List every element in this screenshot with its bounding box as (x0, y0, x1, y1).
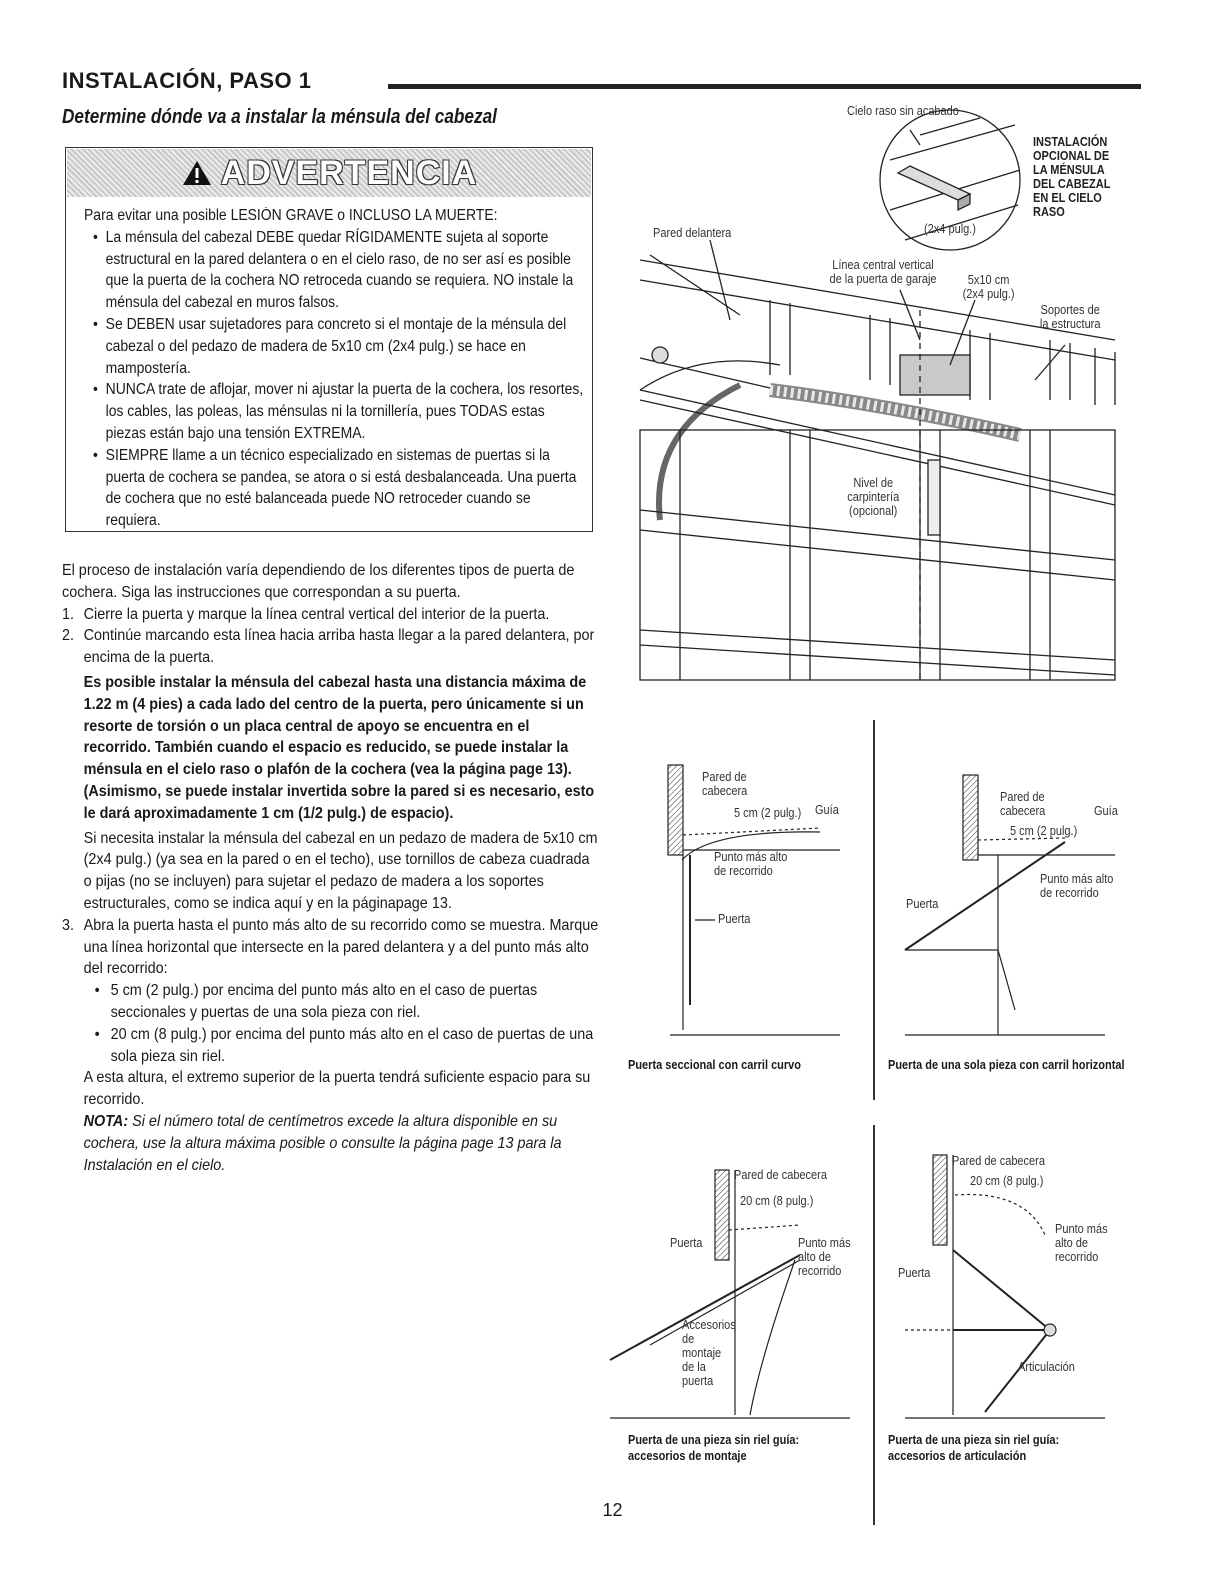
warning-intro: Para evitar una posible LESIÓN GRAVE o INCLUSO LA MUERTE: (84, 207, 498, 224)
f4-wall-label: Pared de cabecera (952, 1154, 1045, 1168)
f1-wall-label: Pared de cabecera (702, 770, 748, 798)
step-3: 3. Abra la puerta hasta el punto más alto de su recorrido como se muestra. Marque una línea horizontal que intersecte en la pared delantera y a del punto más alto del recorrido: (62, 916, 599, 978)
label-centerline: Línea central vertical de la puerta de garaje (829, 258, 937, 286)
label-size-inset: (2x4 pulg.) (924, 222, 976, 236)
f4-high-label: Punto más alto de recorrido (1055, 1222, 1108, 1264)
f4-pivot-label: Articulación (1018, 1360, 1075, 1374)
label-level: Nivel de carpintería (opcional) (838, 476, 908, 518)
sub-bullet: • 5 cm (2 pulg.) por encima del punto más alto en el caso de puertas seccionales y puertas de una sola pieza con riel. (94, 982, 538, 1021)
label-wood-size: 5x10 cm (2x4 pulg.) (962, 273, 1015, 301)
f2-guide-label: Guía (1094, 804, 1118, 818)
page-title: INSTALACIÓN, PASO 1 (62, 68, 312, 93)
body-text (62, 560, 600, 1176)
sub-bullet: • 20 cm (8 pulg.) por encima del punto más alto en el caso de puertas de una sola pieza sin riel. (94, 1025, 594, 1065)
warning-bullet: • Se DEBEN usar sujetadores para concreto si el montaje de la ménsula del cabezal o del pedazo de madera de 5x10 cm (2x4 pulg.) se hace en mampostería. (93, 315, 567, 377)
f2-dim-label: 5 cm (2 pulg.) (1010, 824, 1078, 838)
section-subtitle: Determine dónde va a instalar la ménsula del cabezal (62, 106, 497, 128)
f1-caption: Puerta seccional con carril curvo (628, 1058, 802, 1072)
label-ceiling: Cielo raso sin acabado (847, 104, 959, 118)
f3-dim-label: 20 cm (8 pulg.) (740, 1194, 814, 1208)
f1-high-label: Punto más alto de recorrido (714, 850, 788, 878)
bold-note: Es posible instalar la ménsula del cabezal hasta una distancia máxima de 1.22 m (4 pies) a cada lado del centro de la puerta, pero únicamente si un resorte de torsión o un placa central de apoyo se encuentra en el recorrido. También cuando el espacio es reducido, se puede instalar la ménsula en el cielo raso o plafón de la cochera (vea la página page 13). (Asimismo, se puede instalar invertida sobre la pared si es necesario, esto le dará aproximadamente 1 cm (1/2 pulg.) de espacio). (83, 673, 595, 822)
f1-dim-label: 5 cm (2 pulg.) (734, 806, 802, 820)
figure-one-piece-mounting-hardware (600, 1160, 870, 1430)
f2-door-label: Puerta (906, 897, 939, 911)
f1-door-label: Puerta (718, 912, 751, 926)
page-number: 12 (602, 1500, 623, 1520)
f4-door-label: Puerta (898, 1266, 931, 1280)
f3-door-label: Puerta (670, 1236, 703, 1250)
figure-one-piece-pivot-hardware (885, 1150, 1125, 1430)
title-rule (388, 84, 1141, 89)
f2-high-label: Punto más alto de recorrido (1040, 872, 1114, 900)
warning-bullet: • SIEMPRE llame a un técnico especializado en sistemas de puertas si la puerta de cochera se pandea, se atora o si está desbalanceada. Una puerta de cochera que no esté balanceada puede NO retroceder cuando se requiera. (93, 446, 577, 530)
wood-note: Si necesita instalar la ménsula del cabezal en un pedazo de madera de 5x10 cm (2x4 pulg.) (ya sea en la pared o en el techo), use tornillos de cabeza cuadrada o pijas (no se incluyen) para sujetar el pedazo de madera a los soportes estructurales, como se indica aquí y en la páginapage 13. (83, 829, 598, 912)
f3-wall-label: Pared de cabecera (734, 1168, 827, 1182)
warning-text (84, 205, 588, 532)
warning-banner (67, 149, 591, 197)
warning-bullet: • La ménsula del cabezal DEBE quedar RÍGIDAMENTE sujeta al soporte estructural en la pared delantera o en el cielo raso, de no ser así es posible que la puerta de la cochera NO retroceda cuando se requiera. NO instale la ménsula del cabezal en muros falsos. (93, 228, 574, 312)
label-front-wall: Pared delantera (653, 226, 732, 240)
step-1: 1. Cierre la puerta y marque la línea central vertical del interior de la puerta. (62, 605, 550, 623)
label-supports: Soportes de la estructura (1039, 303, 1101, 331)
f3-hardware-label: Accesorios de montaje de la puerta (682, 1318, 736, 1388)
f3-high-label: Punto más alto de recorrido (798, 1236, 851, 1278)
intro-paragraph: El proceso de instalación varía dependiendo de los diferentes tipos de puerta de cochera. Siga las instrucciones que correspondan a su puerta. (62, 562, 575, 601)
step-2: 2. Continúe marcando esta línea hacia arriba hasta llegar a la pared delantera, por encima de la puerta. (62, 627, 595, 667)
nota: NOTA: Si el número total de centímetros excede la altura disponible en su cochera, use la altura máxima posible o consulte la página page 13 para la Instalación en el cielo. (83, 1112, 562, 1174)
label-optional-install: INSTALACIÓN OPCIONAL DE LA MÉNSULA DEL CABEZAL EN EL CIELO RASO (1033, 135, 1111, 219)
warning-banner-text: ADVERTENCIA (220, 153, 478, 192)
f3-caption: Puerta de una pieza sin riel guía: accesorios de montaje (628, 1433, 800, 1463)
f4-caption: Puerta de una pieza sin riel guía: accesorios de articulación (888, 1433, 1060, 1463)
f2-wall-label: Pared de cabecera (1000, 790, 1046, 818)
clearance-text: A esta altura, el extremo superior de la puerta tendrá suficiente espacio para su recorrido. (83, 1069, 591, 1109)
figure-divider (873, 1125, 875, 1525)
warning-bullet: • NUNCA trate de aflojar, mover ni ajustar la puerta de la cochera, los resortes, los cables, las poleas, las ménsulas ni la tornillería, pues TODAS estas piezas están bajo una tensión EXTREMA. (93, 381, 584, 442)
f2-caption: Puerta de una sola pieza con carril horizontal (888, 1058, 1125, 1072)
f1-guide-label: Guía (815, 803, 839, 817)
f4-dim-label: 20 cm (8 pulg.) (970, 1174, 1044, 1188)
figure-divider (873, 720, 875, 1100)
warning-triangle-icon (181, 159, 213, 187)
